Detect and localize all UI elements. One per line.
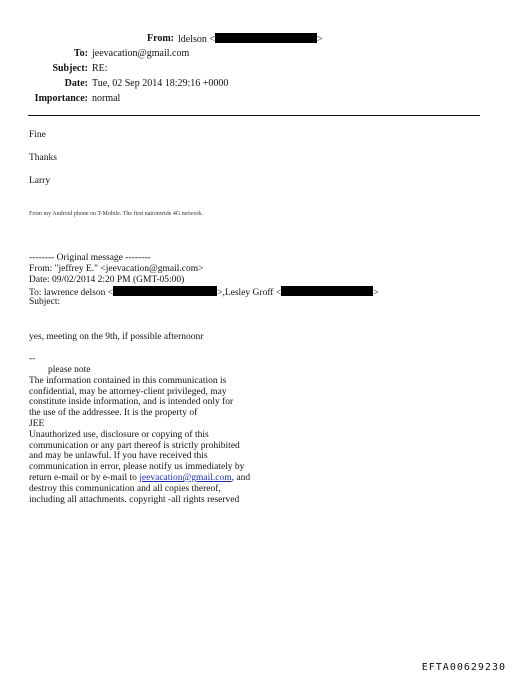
from-value: ldelson < > (178, 34, 323, 45)
disclaimer-line: confidential, may be attorney-client privileged, may (29, 386, 227, 397)
redaction-box (113, 286, 217, 296)
disclaimer-line: JEE (29, 418, 45, 429)
redaction-box (281, 286, 373, 296)
disclaimer-line: communication in error, please notify us immediately by (29, 462, 245, 473)
subject-label: Subject: (52, 63, 88, 74)
importance-value: normal (92, 93, 121, 104)
redaction-box (215, 33, 317, 43)
body-line-name: Larry (29, 176, 51, 186)
disclaimer-line: constitute inside information, and is intended only for (29, 397, 234, 408)
disclaimer-return-line: return e-mail or by e-mail to jeevacation@gmail.com, and (29, 472, 251, 483)
signature-dashes: -- (29, 354, 36, 364)
original-subject: Subject: (29, 297, 61, 307)
original-from: From: "jeffrey E." <jeevacation@gmail.com> (29, 264, 204, 274)
please-note: please note (48, 365, 91, 375)
disclaimer-line: Unauthorized use, disclosure or copying of this (29, 429, 209, 440)
date-value: Tue, 02 Sep 2014 18:29:16 +0000 (92, 78, 229, 89)
mobile-signature: From my Android phone on T-Mobile. The first nationwide 4G network. (29, 211, 203, 217)
disclaimer-line: communication or any part thereof is strictly prohibited (29, 440, 240, 451)
original-date: Date: 09/02/2014 2:20 PM (GMT-05:00) (29, 275, 185, 285)
original-message-text: yes, meeting on the 9th, if possible afternoonr (29, 332, 204, 342)
body-line-thanks: Thanks (29, 153, 57, 163)
importance-label: Importance: (34, 93, 88, 104)
document-id: EFTA00629230 (421, 662, 506, 673)
body-line-fine: Fine (29, 130, 46, 140)
subject-value: RE: (92, 63, 108, 74)
disclaimer-line: destroy this communication and all copies thereof, (29, 483, 221, 494)
header-divider (28, 115, 480, 116)
from-label: From: (146, 33, 174, 44)
date-label: Date: (64, 78, 88, 89)
to-label: To: (73, 48, 88, 59)
to-value: jeevacation@gmail.com (92, 48, 190, 59)
disclaimer-line: the use of the addressee. It is the property of (29, 408, 198, 419)
disclaimer-line: including all attachments. copyright -all rights reserved (29, 494, 240, 505)
disclaimer-line: The information contained in this communication is (29, 375, 227, 386)
original-message-divider: -------- Original message -------- (29, 253, 151, 263)
email-link[interactable]: jeevacation@gmail.com (139, 472, 232, 483)
disclaimer-line: and may be unlawful. If you have received this (29, 451, 208, 462)
confidentiality-disclaimer (29, 365, 289, 505)
original-to: To: lawrence delson < >,Lesley Groff < > (29, 288, 379, 298)
